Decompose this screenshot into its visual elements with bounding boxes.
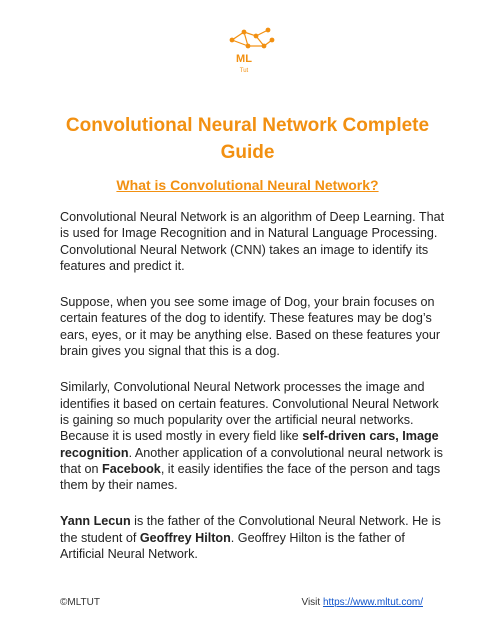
paragraph-applications (60, 379, 450, 493)
logo-text: ML (236, 53, 252, 65)
text-span: is the father of the Convolutional Neural Network. He is the student of (60, 514, 441, 545)
website-link[interactable]: https://www.mltut.com/ (322, 597, 423, 608)
visit-label: Visit (301, 597, 321, 608)
paragraph-dog-example: Suppose, when you see some image of Dog, your brain focuses on certain features of the dog to identify. These features may be dog’s ears, eyes, or it may be anything else. Based on these features your brain gives you signal that this is a dog. (60, 295, 441, 359)
bold-text: Geoffrey Hilton (139, 530, 231, 545)
mltut-logo (224, 26, 278, 78)
bold-text: Facebook (102, 461, 161, 476)
text-span: . Geoffrey Hilton is the father of Artificial Neural Network. (60, 530, 405, 562)
text-span: . Another application of a convolutional neural network is that on (60, 445, 443, 476)
bold-text: self-driven cars, Image recognition (60, 429, 439, 460)
footer-visit (301, 597, 423, 608)
section-heading: What is Convolutional Neural Network? (116, 177, 379, 193)
logo-subtext: Tut (239, 68, 249, 74)
text-span: Similarly, Convolutional Neural Network processes the image and identifies it based on certain features. Convolutional Neural Network is gaining so much popularity over the artificial neural networks. Because it is used mostly in every field like (60, 380, 439, 444)
text-span: , it easily identifies the face of the person and tags them by their names. (60, 461, 441, 493)
paragraph-history (60, 513, 450, 562)
page-title: Convolutional Neural Network Complete Guide (65, 115, 430, 163)
network-logo-icon (224, 26, 278, 78)
bold-text: Yann Lecun (60, 514, 131, 529)
article-body (60, 209, 450, 582)
footer-copyright: ©MLTUT (60, 597, 100, 608)
paragraph-intro: Convolutional Neural Network is an algorithm of Deep Learning. That is used for Image Recognition and in Natural Language Processing. Convolutional Neural Network (CNN) takes an image to identify its features and predict it. (60, 210, 445, 273)
